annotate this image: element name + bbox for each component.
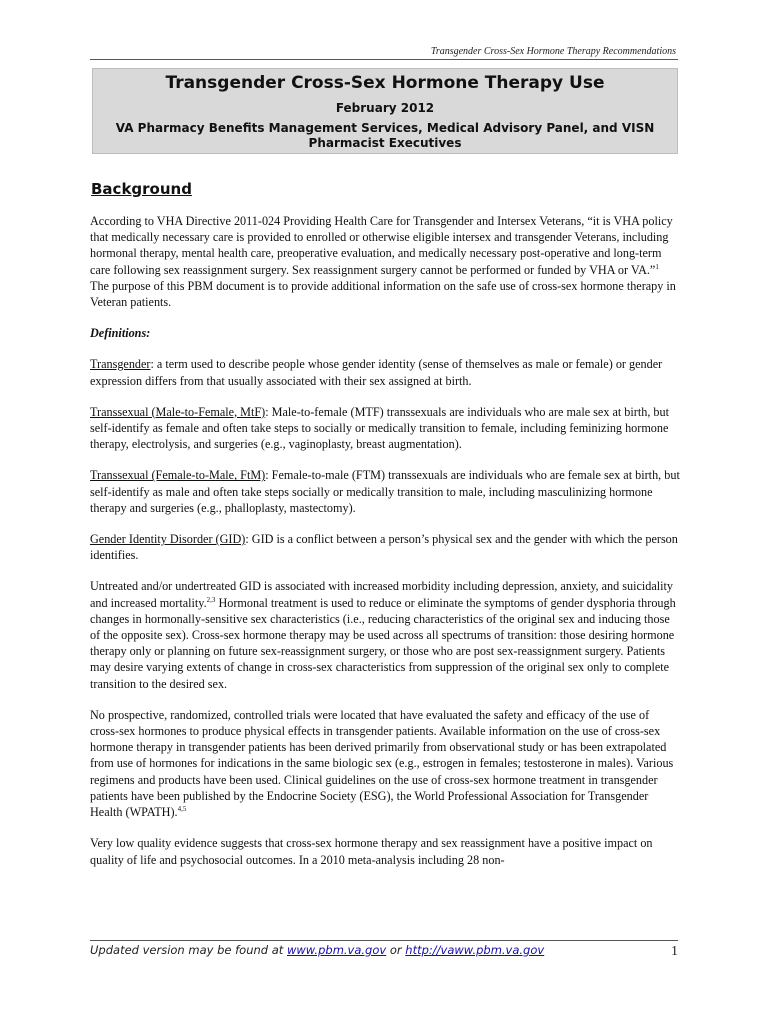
definition-term: Transgender [90,357,151,372]
header-divider [90,59,678,60]
definition-transgender [90,356,680,388]
definition-ftm [90,467,680,516]
trials-paragraph: No prospective, randomized, controlled trials were located that have evaluated the safety and efficacy of the use of cross-sex hormones to produce physical effects in transgender patients. Available information on the use of cross-sex hormone therapy in transgender patients has been derived primarily from observational study or has been extrapolated from use of hormones for indications in the same biologic sex (e.g., estrogen in females; testosterone in males). Various regimens and products have been used. Clinical guidelines on the use of cross-sex hormone treatment in transgender patients have been published by the Endocrine Society (ESG), the World Professional Association for Transgender Health (WPATH).$^{4,5}$ [90,707,674,820]
background-heading: Background [91,180,192,198]
title-box [92,68,678,154]
intro-paragraph: According to VHA Directive 2011-024 Providing Health Care for Transgender and Intersex Veterans, “it is VHA policy that medically necessary care is provided to enrolled or otherwise eligible intersex and transgender Veterans, including hormonal therapy, mental health care, preoperative evaluation, and medically necessary post-operative and long-term care following sex reassignment surgery. Sex reassignment surgery cannot be performed or funded by VHA or VA.”$^1$ The purpose of this PBM document is to provide additional information on the safe use of cross-sex hormone therapy in Veteran patients. [90,214,676,310]
citation-superscript: 2,3 [206,595,216,604]
citation-superscript: 1 [655,262,659,271]
citation-superscript: 4,5 [177,805,187,814]
definition-term: Transsexual (Female-to-Male, FtM) [90,468,266,483]
pbm-link[interactable]: www.pbm.va.gov [286,943,387,957]
definition-term: Transsexual (Male-to-Female, MtF) [90,404,266,419]
evidence-paragraph: Very low quality evidence suggests that cross-sex hormone therapy and sex reassignment have a positive impact on quality of life and psychosocial outcomes. In a 2010 meta-analysis including 28 non- [90,836,653,867]
definition-mtf [90,404,680,453]
definition-gid [90,531,680,563]
page-number: 1 [671,944,678,959]
document-date: February 2012 [335,101,435,115]
definitions-heading: Definitions: [90,326,151,341]
body-text [90,213,680,883]
footer-or: or [386,943,406,957]
document-title: Transgender Cross-Sex Hormone Therapy Use [165,73,605,93]
definition-text: : GID is a conflict between a person’s physical sex and the gender with which the person identifies. [90,532,678,563]
footer-divider [90,940,678,941]
document-authors: VA Pharmacy Benefits Management Services, Medical Advisory Panel, and VISN Pharmacist Executives [115,121,655,150]
running-header: Transgender Cross-Sex Hormone Therapy Recommendations [430,46,676,57]
definition-text: : Male-to-female (MTF) transsexuals are individuals who are male sex at birth, but self-identify as female and often take steps to socially or medically transition to female, including feminizing hormone therapy, electrolysis, and surgeries (e.g., vaginoplasty, breast augmentation). [90,404,669,452]
definition-term: Gender Identity Disorder (GID) [90,532,246,547]
definition-text: : Female-to-male (FTM) transsexuals are individuals who are female sex at birth, but self-identify as male and often take steps socially or medically transition to male, including masculinizing hormone therapy and surgeries (e.g., phalloplasty, mastectomy). [90,468,680,515]
gid-paragraph: Untreated and/or undertreated GID is associated with increased morbidity including depression, anxiety, and suicidality and increased mortality.$^{2,3}$ Hormonal treatment is used to reduce or eliminate the symptoms of gender dysphoria through changes in hormonally-sensitive sex characteristics (i.e., reducing characteristics of the original sex and inducing those of the opposite sex). Cross-sex hormone therapy may be used across all spectrums of transition: those desiring hormone therapy only or planning on future sex-reassignment surgery, or those who are post sex-reassignment surgery. Patients may desire varying extents of change in cross-sex characteristics from suppression of the original sex only to complete transition to the desired sex. [90,579,676,691]
definition-text: : a term used to describe people whose gender identity (sense of themselves as male or female) or gender expression differs from that usually associated with their sex assigned at birth. [90,357,663,388]
footer [90,943,680,957]
vaww-pbm-link[interactable]: http://vaww.pbm.va.gov [405,943,545,957]
footer-prefix: Updated version may be found at [90,943,287,957]
